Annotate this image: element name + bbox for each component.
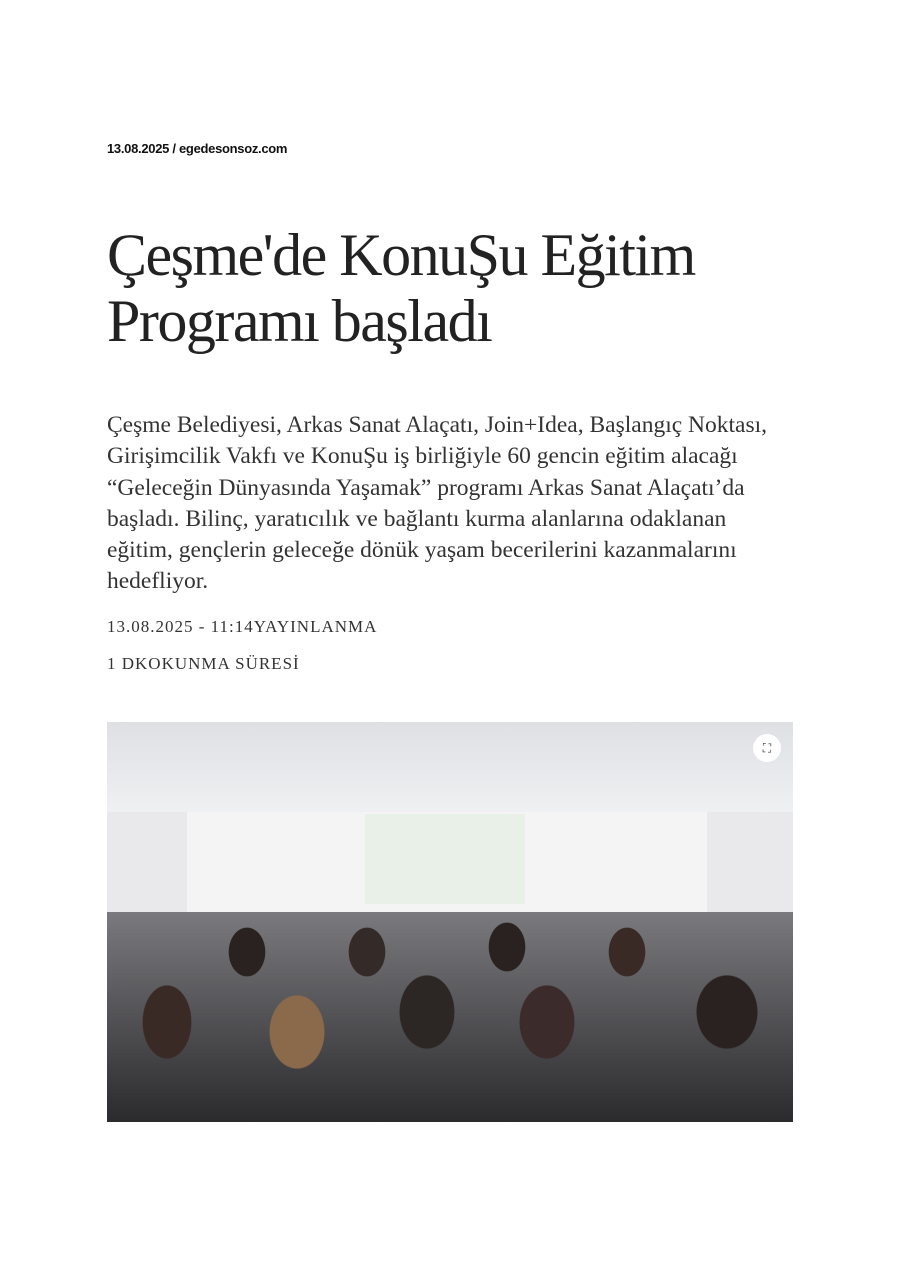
article-title: Çeşme'de KonuŞu Eğitim Programı başladı xyxy=(107,222,695,354)
photo-audience xyxy=(107,912,793,1122)
projection-screen xyxy=(365,814,525,904)
photo-ceiling xyxy=(107,722,793,812)
source-line: 13.08.2025 / egedesonsoz.com xyxy=(107,141,288,156)
publish-date: 13.08.2025 - 11:14YAYINLANMA xyxy=(107,617,378,636)
article-lead: Çeşme Belediyesi, Arkas Sanat Alaçatı, Join+Idea, Başlangıç Noktası, Girişimcilik Vakfı ve KonuŞu iş birliğiyle 60 gencin eğitim alacağı “Geleceğin Dünyasında Yaşamak” programı Arkas Sanat Alaçatı’da başladı. Bilinç, yaratıcılık ve bağlantı kurma alanlarına odaklanan eğitim, gençlerin geleceğe dönük yaşam becerilerini kazanmalarını hedefliyor. xyxy=(107,412,768,595)
expand-icon[interactable]: ⛶ xyxy=(753,734,781,762)
article-photo xyxy=(107,722,793,1122)
reading-time: 1 DKOKUNMA SÜRESİ xyxy=(107,654,300,673)
